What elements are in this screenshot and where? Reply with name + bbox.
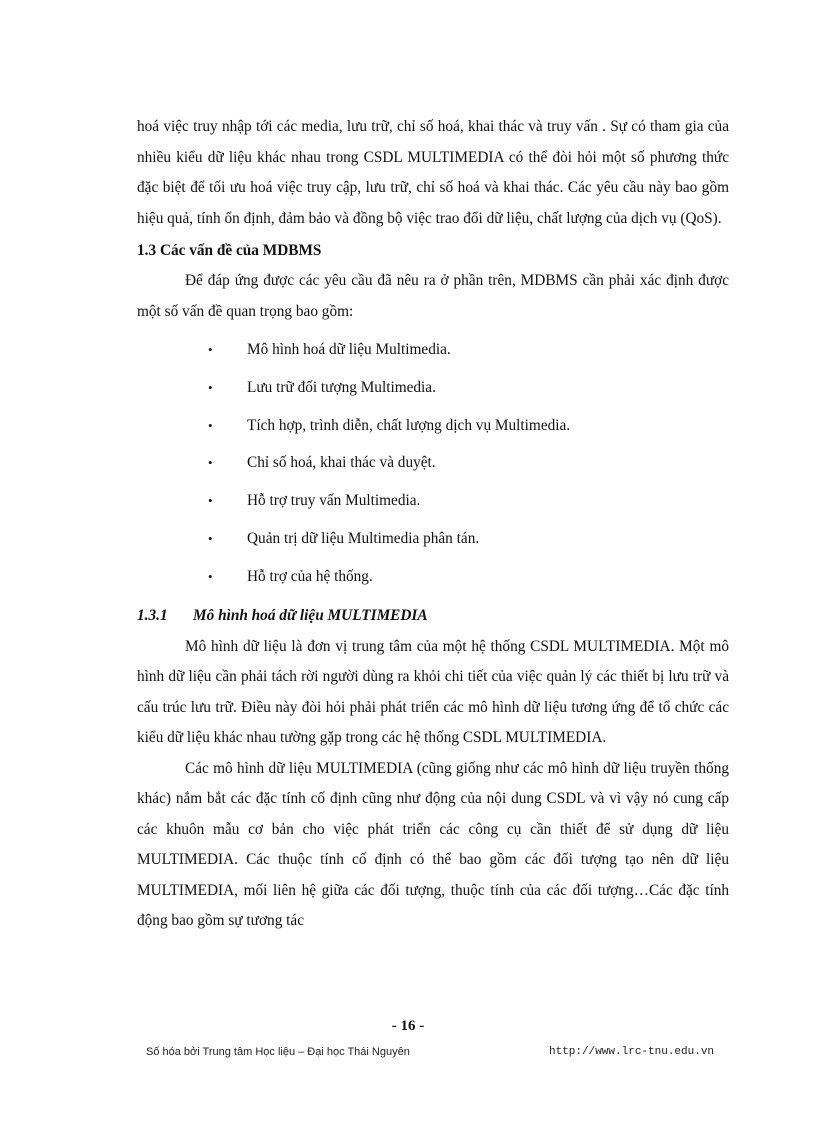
bullet-icon: • <box>208 455 213 471</box>
paragraph-data-model: Mô hình dữ liệu là đơn vị trung tâm của một hệ thống CSDL MULTIMEDIA. Một mô hình dữ liệu cần phải tách rời người dùng ra khỏi chi tiết của việc quản lý các thiết bị lưu trữ và cấu trúc lưu trữ. Điều này đòi hỏi phải phát triển các mô hình dữ liệu tương ứng để tổ chức các kiểu dữ liệu khác nhau tường gặp trong các hệ thống CSDL MULTIMEDIA. <box>137 637 729 747</box>
list-item <box>137 331 729 369</box>
list-item-text: Hỗ trợ truy vấn Multimedia. <box>247 492 421 510</box>
list-item-text: Chỉ số hoá, khai thác và duyệt. <box>247 454 436 472</box>
list-item <box>137 482 729 520</box>
issue-list <box>137 331 729 596</box>
paragraph-multimedia-models: Các mô hình dữ liệu MULTIMEDIA (cũng giống như các mô hình dữ liệu truyền thống khác) nắm bắt các đặc tính cố định cũng như động của nội dung CSDL và vì vậy nó cung cấp các khuôn mẫu cơ bản cho việc phát triển các công cụ cần thiết để sử dụng dữ liệu MULTIMEDIA. Các thuộc tính cố định có thể bao gồm các đối tượng tạo nên dữ liệu MULTIMEDIA, mối liên hệ giữa các đối tượng, thuộc tính của các đối tượng…Các đặc tính động bao gồm sự tương tác <box>137 759 729 930</box>
list-item-text: Mô hình hoá dữ liệu Multimedia. <box>247 341 451 358</box>
subsection-number: 1.3.1 <box>137 606 168 624</box>
list-item-text: Tích hợp, trình diễn, chất lượng dịch vụ Multimedia. <box>247 416 571 434</box>
list-item <box>137 558 729 596</box>
bullet-icon: • <box>208 417 213 433</box>
list-item <box>137 520 729 558</box>
page-body <box>137 112 729 937</box>
list-item-text: Quản trị dữ liệu Multimedia phân tán. <box>247 529 480 547</box>
list-item <box>137 369 729 407</box>
paragraph-intro: hoá việc truy nhập tới các media, lưu trữ, chỉ số hoá, khai thác và truy vấn . Sự có tham gia của nhiều kiểu dữ liệu khác nhau trong CSDL MULTIMEDIA có thể đòi hỏi một số phương thức đặc biệt để tối ưu hoá việc truy cập, lưu trữ, chỉ số hoá và khai thác. Các yêu cầu này bao gồm hiệu quả, tính ổn định, đảm bảo và đồng bộ việc trao đổi dữ liệu, chất lượng của dịch vụ (QoS). <box>137 118 729 227</box>
paragraph-requirements: Để đáp ứng được các yêu cầu đã nêu ra ở phần trên, MDBMS cần phải xác định được một số vấn đề quan trọng bao gồm: <box>137 272 729 320</box>
bullet-icon: • <box>208 342 213 357</box>
footer-url[interactable]: http://www.lrc-tnu.edu.vn <box>549 1046 715 1058</box>
list-item <box>137 407 729 445</box>
section-heading: 1.3 Các vấn đề của MDBMS <box>137 242 322 259</box>
bullet-icon: • <box>208 530 213 546</box>
footer-credit: Số hóa bởi Trung tâm Học liệu – Đại học Thái Nguyên <box>146 1046 410 1058</box>
subsection-heading <box>137 600 729 632</box>
bullet-icon: • <box>208 379 213 395</box>
list-item <box>137 444 729 482</box>
bullet-icon: • <box>208 568 213 584</box>
list-item-text: Lưu trữ đối tượng Multimedia. <box>247 378 436 396</box>
list-item-text: Hỗ trợ của hệ thống. <box>247 567 373 585</box>
bullet-icon: • <box>208 493 213 509</box>
subsection-title: Mô hình hoá dữ liệu MULTIMEDIA <box>193 606 428 624</box>
page-number: - 16 - <box>391 1018 425 1034</box>
